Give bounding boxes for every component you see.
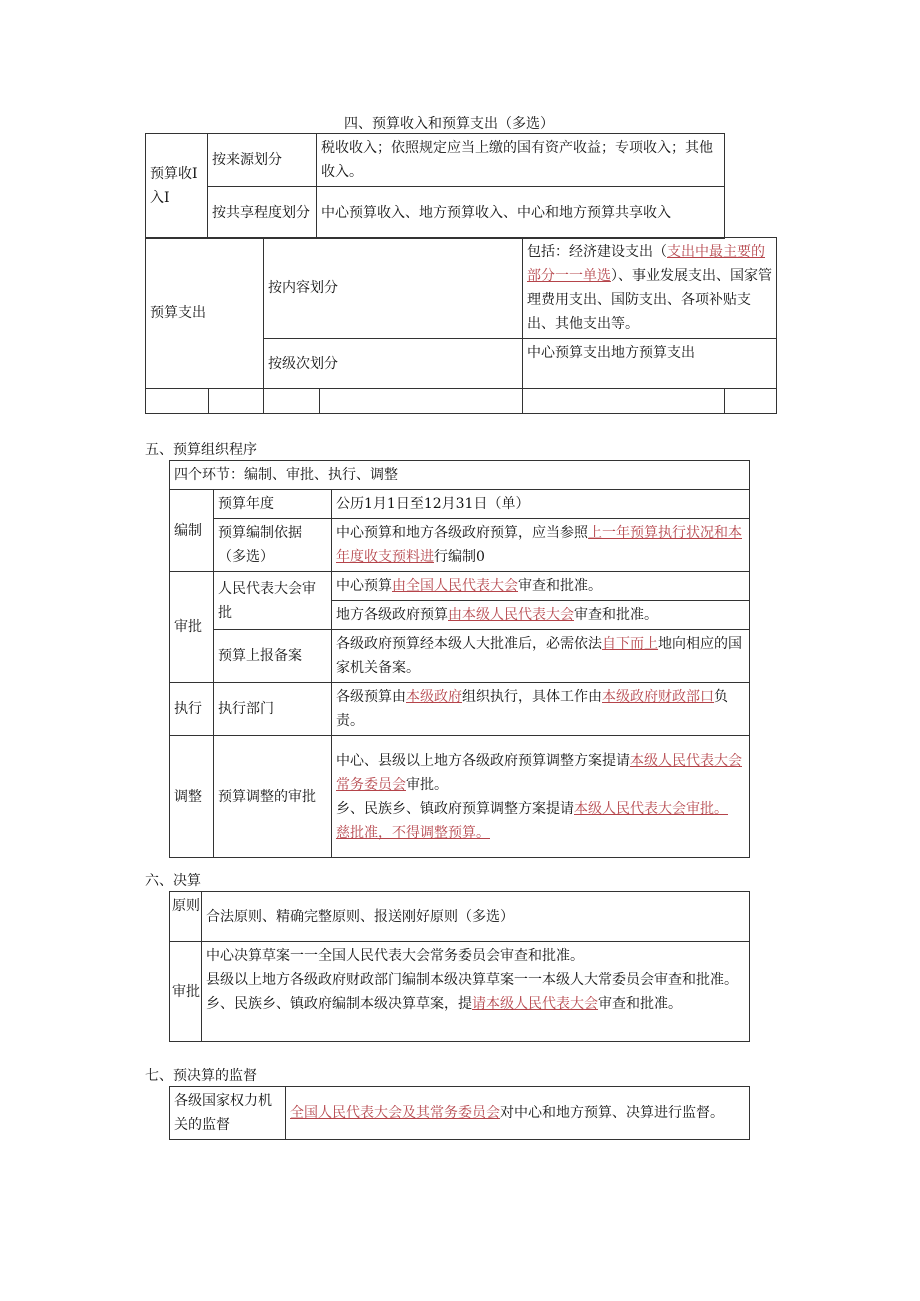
supervision-table xyxy=(169,1086,750,1140)
by-source-value: 税收收入；依照规定应当上缴的国有资产收益；专项收入；其他收入。 xyxy=(317,134,725,187)
empty-cell xyxy=(523,389,725,414)
empty-cell xyxy=(209,389,264,414)
report-label: 预算上报备案 xyxy=(214,630,332,683)
by-level-value: 中心预算支出地方预算支出 xyxy=(523,339,777,389)
expense-table xyxy=(145,237,777,414)
empty-cell xyxy=(320,389,523,414)
bianzhi-label: 编制 xyxy=(170,490,214,572)
final-approval-value: 中心决算草案一一全国人民代表大会常务委员会审查和批准。 县级以上地方各级政府财政部门编制本级决算草案一一本级人大常委员会审查和批准。 乡、民族乡、镇政府编制本级决算草案，提请本级人民代表大会审查和批准。 xyxy=(202,942,750,1042)
by-content-label: 按内容划分 xyxy=(264,238,523,339)
procedure-table xyxy=(169,460,750,858)
by-content-value: 包括：经济建设支出（支出中最主要的部分一一单选）、事业发展支出、国家管理费用支出、国防支出、各项补贴支出、其他支出等。 xyxy=(523,238,777,339)
supervision-label: 各级国家权力机关的监督 xyxy=(170,1087,286,1140)
adjust-value: 中心、县级以上地方各级政府预算调整方案提请本级人民代表大会常务委员会审批。 乡、民族乡、镇政府预算调整方案提请本级人民代表大会审批。 慈批准，不得调整预算。 xyxy=(332,736,750,858)
by-level-label: 按级次划分 xyxy=(264,339,523,389)
basis-label: 预算编制依据（多选） xyxy=(214,519,332,572)
empty-cell xyxy=(264,389,320,414)
dept-value: 各级预算由本级政府组织执行，具体工作由本级政府财政部口负责。 xyxy=(332,683,750,736)
npc-value-2: 地方各级政府预算由本级人民代表大会审查和批准。 xyxy=(332,601,750,630)
section-5-title: 五、预算组织程序 xyxy=(145,442,257,458)
npc-label: 人民代表大会审批 xyxy=(214,572,332,630)
basis-value: 中心预算和地方各级政府预算，应当参照上一年预算执行状况和本年度收支预料进行编制0 xyxy=(332,519,750,572)
supervision-value: 全国人民代表大会及其常务委员会对中心和地方预算、决算进行监督。 xyxy=(286,1087,750,1140)
income-table xyxy=(145,133,725,239)
expense-label: 预算支出 xyxy=(146,238,264,389)
by-share-value: 中心预算收入、地方预算收入、中心和地方预算共享收入 xyxy=(317,187,725,239)
final-accounts-table xyxy=(169,891,750,1042)
section-6-title: 六、决算 xyxy=(145,873,201,889)
report-value: 各级政府预算经本级人大批准后，必需依法自下而上地向相应的国家机关备案。 xyxy=(332,630,750,683)
zhixing-label: 执行 xyxy=(170,683,214,736)
npc-value-1: 中心预算由全国人民代表大会审查和批准。 xyxy=(332,572,750,601)
adjust-label: 预算调整的审批 xyxy=(214,736,332,858)
principle-label: 原则 xyxy=(170,892,202,942)
principle-value: 合法原则、精确完整原则、报送刚好原则（多选） xyxy=(202,892,750,942)
section-7-title: 七、预决算的监督 xyxy=(145,1068,257,1084)
tiaozheng-label: 调整 xyxy=(170,736,214,858)
empty-cell xyxy=(725,389,777,414)
income-label: 预算收I入I xyxy=(146,134,208,239)
year-label: 预算年度 xyxy=(214,490,332,519)
empty-cell xyxy=(146,389,209,414)
by-share-label: 按共享程度划分 xyxy=(208,187,317,239)
shenpi-label: 审批 xyxy=(170,572,214,683)
section-4-title: 四、预算收入和预算支出（多选） xyxy=(344,116,554,132)
shenpi-label-6: 审批 xyxy=(170,942,202,1042)
by-source-label: 按来源划分 xyxy=(208,134,317,187)
year-value: 公历1月1日至12月31日（单） xyxy=(332,490,750,519)
four-steps: 四个环节：编制、审批、执行、调整 xyxy=(170,461,750,490)
dept-label: 执行部门 xyxy=(214,683,332,736)
